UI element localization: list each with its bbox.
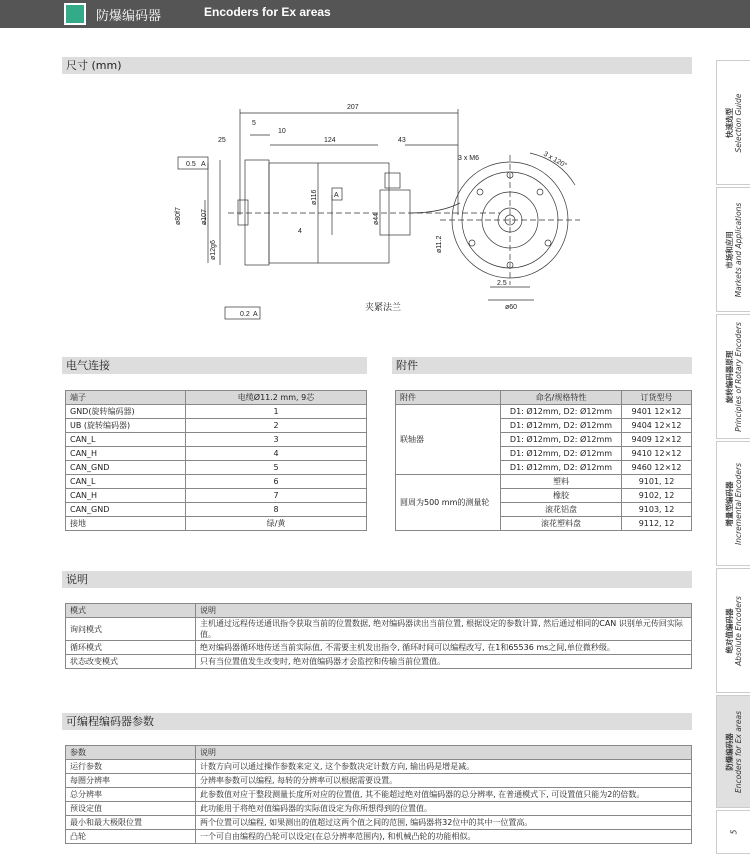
- tab-label-cn: 增量型编码器: [724, 481, 734, 527]
- cell: 4: [186, 447, 367, 461]
- tolerance-0-5: 0.5: [186, 161, 196, 168]
- dim-43: 43: [398, 137, 406, 144]
- cell: 分辨率参数可以编程, 每转的分辨率可以根据需要设置。: [196, 774, 692, 788]
- cell: 绝对编码器循环地传送当前实际值, 不需要主机发出指令, 循环时间可以编程改写, 在1和65536 ms之间,单位微秒级。: [196, 641, 692, 655]
- header-cell: 附件: [396, 391, 501, 405]
- tab-label-en: Incremental Encoders: [733, 462, 743, 545]
- cell: 9404 12×12: [622, 419, 692, 433]
- tab-label-en: Selection Guide: [733, 93, 743, 152]
- dim-5: 5: [252, 120, 256, 127]
- section-bar-parameters: 可编程编码器参数: [62, 713, 692, 730]
- sidebar-tab-page-number[interactable]: [716, 810, 750, 854]
- cell: 最小和最大极限位置: [66, 816, 196, 830]
- table-row: [66, 760, 692, 774]
- tab-label-cn: 防爆编码器: [724, 732, 734, 771]
- table-header-row: [396, 391, 692, 405]
- cell: 运行参数: [66, 760, 196, 774]
- group-cell: 圆周为500 mm的测量轮: [396, 475, 501, 531]
- tab-label-cn: 快速选型: [724, 107, 734, 138]
- tab-label-en: Principles of Rotary Encoders: [733, 321, 743, 432]
- cell: 滚花铝盘: [501, 503, 622, 517]
- group-cell: 联轴器: [396, 405, 501, 475]
- sidebar-tab-selection-guide[interactable]: [716, 60, 750, 185]
- dim-dia60: ø60: [505, 304, 518, 311]
- header-cell: 命名/规格特性: [501, 391, 622, 405]
- table-header-row: [66, 746, 692, 760]
- table-row: [66, 816, 692, 830]
- cell: 凸轮: [66, 830, 196, 844]
- dim-dia12: ø12g6: [210, 240, 217, 260]
- dim-dia11-2: ø11.2: [436, 235, 443, 253]
- cell: 每圈分辨率: [66, 774, 196, 788]
- cell: 9102, 12: [622, 489, 692, 503]
- cell: 6: [186, 475, 367, 489]
- table-row: [66, 503, 367, 517]
- cell: 总分辨率: [66, 788, 196, 802]
- cell: 3: [186, 433, 367, 447]
- dim-10: 10: [278, 128, 286, 135]
- dim-124: 124: [324, 137, 336, 144]
- cell: 绿/黄: [186, 517, 367, 531]
- sidebar-tab-ex-areas[interactable]: [716, 695, 750, 808]
- cell: 9401 12×12: [622, 405, 692, 419]
- cell: 9112, 12: [622, 517, 692, 531]
- dim-2-5: 2.5: [497, 280, 507, 287]
- cell: 2: [186, 419, 367, 433]
- table-row: [66, 774, 692, 788]
- cell: 此参数值对应于整段测量长度所对应的位置值, 其不能超过绝对值编码器的总分辨率, 在普通模式下, 可设置值只能为2的倍数。: [196, 788, 692, 802]
- cell: 只有当位置值发生改变时, 绝对值编码器才会监控和传输当前位置值。: [196, 655, 692, 669]
- section-bar-description: 说明: [62, 571, 692, 588]
- cell: 循环模式: [66, 641, 196, 655]
- accessories-table: [395, 390, 692, 531]
- tab-label-cn: 绝对值编码器: [724, 608, 734, 654]
- cell: CAN_H: [66, 447, 186, 461]
- cell: 滚花塑料盘: [501, 517, 622, 531]
- sidebar-tab-markets[interactable]: [716, 187, 750, 312]
- tolerance-0-2: 0.2: [240, 311, 250, 318]
- dim-dia116: ø116: [311, 189, 318, 205]
- cell: 主机通过远程传送通讯指令获取当前的位置数据, 绝对编码器读出当前位置, 根据设定的参数计算, 然后通过相同的CAN 识别单元传回实际值。: [196, 618, 692, 641]
- table-row: [66, 655, 692, 669]
- table-row: [66, 405, 367, 419]
- dim-4: 4: [298, 228, 302, 235]
- table-row: [66, 802, 692, 816]
- page-header: [0, 0, 750, 28]
- datum-a-3: A: [334, 192, 339, 199]
- cell: CAN_GND: [66, 503, 186, 517]
- dim-3x120: 3 x 120°: [542, 150, 568, 170]
- table-header-row: [66, 604, 692, 618]
- sidebar-tab-absolute[interactable]: [716, 568, 750, 693]
- header-square-icon: [64, 3, 86, 25]
- dim-dia80: ø80f7: [175, 207, 182, 225]
- dimension-drawing: [60, 95, 620, 325]
- tab-label-en: Absolute Encoders: [733, 595, 743, 666]
- cell: 预设定值: [66, 802, 196, 816]
- table-row: [66, 489, 367, 503]
- table-row: [66, 641, 692, 655]
- table-row: [66, 461, 367, 475]
- table-row: [66, 433, 367, 447]
- tab-label-cn: 市场和应用: [724, 230, 734, 269]
- electrical-table: [65, 390, 367, 531]
- cell: 计数方向可以通过操作参数来定义, 这个参数决定计数方向, 输出码是增是减。: [196, 760, 692, 774]
- header-cell: 模式: [66, 604, 196, 618]
- cell: 询问模式: [66, 618, 196, 641]
- dim-207: 207: [347, 104, 359, 111]
- cell: 9103, 12: [622, 503, 692, 517]
- cell: 9409 12×12: [622, 433, 692, 447]
- cell: 一个可自由编程的凸轮可以设定(在总分辨率范围内), 和机械凸轮的功能相似。: [196, 830, 692, 844]
- cell: CAN_L: [66, 475, 186, 489]
- sidebar-tab-principles[interactable]: [716, 314, 750, 439]
- sidebar-tab-incremental[interactable]: [716, 441, 750, 566]
- table-row: [396, 475, 692, 489]
- table-row: [66, 419, 367, 433]
- cell: CAN_L: [66, 433, 186, 447]
- section-bar-electrical: 电气连接: [62, 357, 367, 374]
- cell: D1: Ø12mm, D2: Ø12mm: [501, 461, 622, 475]
- cell: 1: [186, 405, 367, 419]
- table-row: [66, 618, 692, 641]
- header-cell: 说明: [196, 604, 692, 618]
- page-number: 5: [729, 829, 738, 835]
- header-cell: 订货型号: [622, 391, 692, 405]
- tab-label-en: Encoders for Ex areas: [733, 710, 743, 793]
- dim-dia107: ø107: [201, 209, 208, 225]
- header-title-en: Encoders for Ex areas: [204, 5, 331, 19]
- datum-a-2: A: [253, 311, 258, 318]
- dim-dia44: ø44: [373, 212, 380, 225]
- header-cell: 参数: [66, 746, 196, 760]
- cell: CAN_H: [66, 489, 186, 503]
- table-row: [396, 405, 692, 419]
- cell: 7: [186, 489, 367, 503]
- cell: D1: Ø12mm, D2: Ø12mm: [501, 447, 622, 461]
- drawing-caption: 夹紧法兰: [365, 302, 402, 312]
- section-bar-accessories: 附件: [392, 357, 692, 374]
- cell: 9101, 12: [622, 475, 692, 489]
- tab-label-en: Markets and Applications: [733, 202, 743, 297]
- table-row: [66, 447, 367, 461]
- cell: 接地: [66, 517, 186, 531]
- datum-a-1: A: [201, 161, 206, 168]
- table-row: [66, 830, 692, 844]
- header-cell: 电缆Ø11.2 mm, 9芯: [186, 391, 367, 405]
- cell: 8: [186, 503, 367, 517]
- header-cell: 说明: [196, 746, 692, 760]
- cell: 9460 12×12: [622, 461, 692, 475]
- cell: 5: [186, 461, 367, 475]
- cell: UB (旋转编码器): [66, 419, 186, 433]
- cell: 状态改变模式: [66, 655, 196, 669]
- cell: 橡胶: [501, 489, 622, 503]
- cell: D1: Ø12mm, D2: Ø12mm: [501, 433, 622, 447]
- header-cell: 端子: [66, 391, 186, 405]
- table-row: [66, 517, 367, 531]
- table-row: [66, 788, 692, 802]
- cell: 此功能用于将绝对值编码器的实际值设定为你所想得到的位置值。: [196, 802, 692, 816]
- description-table: [65, 603, 692, 669]
- tab-label-cn: 旋转编码器原理: [724, 350, 734, 403]
- cell: 两个位置可以编程, 如果测出的值超过这两个值之间的范围, 编码器将32位中的其中一位置高。: [196, 816, 692, 830]
- header-title-cn: 防爆编码器: [96, 9, 162, 24]
- cell: CAN_GND: [66, 461, 186, 475]
- dim-25: 25: [218, 137, 226, 144]
- parameters-table: [65, 745, 692, 844]
- cell: 塑料: [501, 475, 622, 489]
- cell: 9410 12×12: [622, 447, 692, 461]
- table-row: [66, 475, 367, 489]
- cell: D1: Ø12mm, D2: Ø12mm: [501, 419, 622, 433]
- cell: GND(旋转编码器): [66, 405, 186, 419]
- dim-3xm6: 3 x M6: [458, 155, 480, 162]
- cell: D1: Ø12mm, D2: Ø12mm: [501, 405, 622, 419]
- section-bar-dims: 尺寸 (mm): [62, 57, 692, 74]
- table-header-row: [66, 391, 367, 405]
